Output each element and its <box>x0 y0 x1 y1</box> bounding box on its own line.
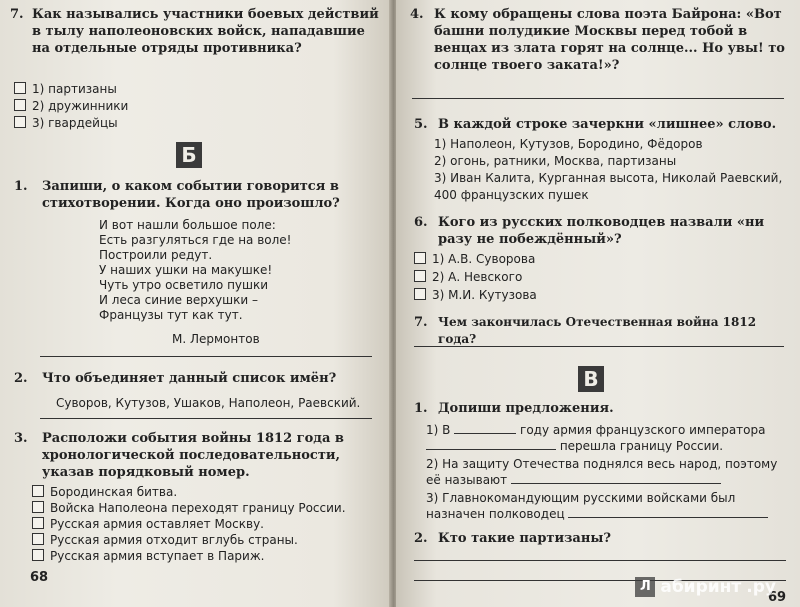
sentence-1: 1) В году армия французского императора перешла границу России. <box>426 423 766 453</box>
question-text: Чем закончилась Отечественная война 1812 года? <box>438 315 757 346</box>
question-4-right <box>410 6 790 74</box>
question-number: 1. <box>14 179 28 194</box>
poem <box>99 218 292 323</box>
question-text: Кто такие партизаны? <box>438 531 611 546</box>
question-number: 2. <box>414 531 428 546</box>
task-2-right <box>414 530 790 547</box>
watermark <box>635 577 776 597</box>
checkbox[interactable] <box>14 99 26 111</box>
number-box[interactable] <box>32 533 44 545</box>
question-7-left <box>10 6 382 57</box>
answer-line[interactable] <box>40 356 372 357</box>
option-3[interactable]: 3) М.И. Кутузова <box>414 288 537 303</box>
option-2[interactable]: 2) А. Невского <box>414 270 522 285</box>
poem-line: Есть разгуляться где на воле! <box>99 233 292 247</box>
option-3[interactable]: 3) гвардейцы <box>14 116 118 131</box>
question-text: В каждой строке зачеркни «лишнее» слово. <box>438 117 777 132</box>
watermark-suffix: .ру <box>746 577 776 597</box>
question-number: 6. <box>414 215 428 230</box>
blank-year[interactable] <box>454 433 516 434</box>
question-number: 7. <box>414 315 428 330</box>
number-box[interactable] <box>32 517 44 529</box>
option-2[interactable]: 2) дружинники <box>14 99 128 114</box>
checkbox[interactable] <box>414 270 426 282</box>
event-5[interactable]: Русская армия вступает в Париж. <box>32 549 264 564</box>
checkbox[interactable] <box>414 288 426 300</box>
poem-author: М. Лермонтов <box>172 332 260 346</box>
q5-row-3: 3) Иван Калита, Курганная высота, Николай Раевский, 400 французских пушек <box>434 171 783 202</box>
blank-war-name[interactable] <box>511 483 721 484</box>
question-1-left <box>14 178 374 212</box>
answer-line[interactable] <box>412 98 784 99</box>
sentence-2: 2) На защиту Отечества поднялся весь народ, поэтому её называют <box>426 457 778 487</box>
question-7-right <box>414 314 792 348</box>
task-1-right <box>414 400 790 417</box>
question-text: Кого из русских полководцев назвали «ни разу не побеждённый»? <box>438 215 765 247</box>
poem-line: Построили редут. <box>99 248 213 262</box>
question-2-left <box>14 370 374 387</box>
poem-line: И вот нашли большое поле: <box>99 218 276 232</box>
names-list: Суворов, Кутузов, Ушаков, Наполеон, Раевский. <box>56 396 361 410</box>
answer-line[interactable] <box>414 346 784 347</box>
question-text: Допиши предложения. <box>438 401 614 416</box>
poem-line: Чуть утро осветило пушки <box>99 278 269 292</box>
checkbox[interactable] <box>14 82 26 94</box>
checkbox[interactable] <box>414 252 426 264</box>
page-number-left: 68 <box>30 570 49 585</box>
question-number: 2. <box>14 371 28 386</box>
event-1[interactable]: Бородинская битва. <box>32 485 177 500</box>
answer-line[interactable] <box>40 418 372 419</box>
question-number: 3. <box>14 431 28 446</box>
poem-line: И леса синие верхушки – <box>99 293 258 307</box>
option-1[interactable]: 1) партизаны <box>14 82 117 97</box>
page-number-right: 69 <box>768 590 787 605</box>
question-text: Расположи события войны 1812 года в хронологической последовательности, указав порядковый номер. <box>42 431 344 480</box>
right-page <box>396 0 800 607</box>
answer-line[interactable] <box>414 560 786 561</box>
q5-row-2: 2) огонь, ратники, Москва, партизаны <box>434 154 677 168</box>
question-text: Запиши, о каком событии говорится в стихотворении. Когда оно произошло? <box>42 179 340 211</box>
number-box[interactable] <box>32 485 44 497</box>
checkbox[interactable] <box>14 116 26 128</box>
blank-emperor[interactable] <box>426 449 556 450</box>
number-box[interactable] <box>32 501 44 513</box>
q5-row-1: 1) Наполеон, Кутузов, Бородино, Фёдоров <box>434 137 703 151</box>
blank-commander[interactable] <box>568 517 768 518</box>
event-4[interactable]: Русская армия отходит вглубь страны. <box>32 533 298 548</box>
labirint-logo-icon: Л <box>635 577 655 597</box>
question-3-left <box>14 430 376 481</box>
question-text: Что объединяет данный список имён? <box>42 371 337 386</box>
question-number: 5. <box>414 117 428 132</box>
poem-line: Французы тут как тут. <box>99 308 243 322</box>
section-badge-b: Б <box>176 142 202 168</box>
option-1[interactable]: 1) А.В. Суворова <box>414 252 535 267</box>
watermark-brand: абиринт <box>660 577 742 597</box>
poem-line: У наших ушки на макушке! <box>99 263 273 277</box>
question-6-right <box>414 214 790 248</box>
question-text: К кому обращены слова поэта Байрона: «Вот башни полудикие Москвы перед тобой в венцах из злата горят на солнце... Но увы! то солнце твоего заката!»? <box>434 7 785 73</box>
sentence-3: 3) Главнокомандующим русскими войсками был назначен полководец <box>426 490 786 522</box>
left-page <box>0 0 392 607</box>
q5-rows <box>434 136 788 204</box>
question-text: Как назывались участники боевых действий в тылу наполеоновских войск, нападавшие на отдельные отряды противника? <box>32 7 379 56</box>
event-3[interactable]: Русская армия оставляет Москву. <box>32 517 264 532</box>
question-5-right <box>414 116 790 133</box>
question-number: 1. <box>414 401 428 416</box>
question-number: 4. <box>410 7 424 22</box>
section-badge-v: В <box>578 366 604 392</box>
question-number: 7. <box>10 7 24 22</box>
event-2[interactable]: Войска Наполеона переходят границу России. <box>32 501 346 516</box>
number-box[interactable] <box>32 549 44 561</box>
